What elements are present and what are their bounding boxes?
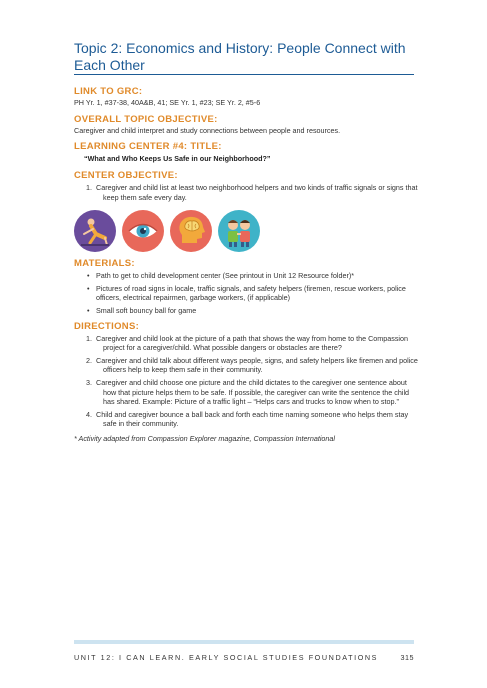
overall-objective-heading: OVERALL TOPIC OBJECTIVE: <box>74 113 218 125</box>
eye-icon <box>122 210 164 252</box>
list-text: Caregiver and child list at least two neighborhood helpers and two kinds of traffic signals or signs that keep them safe every day. <box>96 183 418 202</box>
overall-objective-section <box>74 114 419 136</box>
content <box>74 86 419 444</box>
directions-list <box>74 334 419 429</box>
link-grc-text: PH Yr. 1, #37-38, 40A&B, 41; SE Yr. 1, #23; SE Yr. 2, #5-6 <box>74 98 261 107</box>
directions-heading: DIRECTIONS: <box>74 320 140 332</box>
list-number: 4. <box>86 409 92 419</box>
footer-unit-title: UNIT 12: I CAN LEARN. EARLY SOCIAL STUDIES FOUNDATIONS <box>74 653 379 662</box>
brain-head-icon <box>170 210 212 252</box>
overall-objective-text: Caregiver and child interpret and study connections between people and resources. <box>74 125 341 135</box>
list-text: Small soft bouncy ball for game <box>96 305 197 315</box>
bullet: • <box>87 305 90 315</box>
bullet: • <box>87 271 90 281</box>
list-item <box>74 356 419 375</box>
list-item <box>74 306 419 316</box>
friends-icon <box>218 210 260 252</box>
exercise-icon <box>74 210 116 252</box>
center-objective-section <box>74 170 419 202</box>
page-number: 315 <box>400 653 414 662</box>
list-number: 3. <box>86 377 92 387</box>
list-item <box>74 183 419 202</box>
materials-section <box>74 258 419 315</box>
list-item <box>74 271 419 281</box>
learning-center-title: “What and Who Keeps Us Safe in our Neighborhood?” <box>84 154 271 163</box>
list-text: Caregiver and child talk about different ways people, signs, and safety helpers like firemen and police officers help to keep them safe in their community. <box>96 355 418 375</box>
materials-list <box>74 271 419 315</box>
list-item <box>74 334 419 353</box>
footer-divider <box>74 640 414 644</box>
title-divider <box>74 74 414 75</box>
center-objective-list <box>74 183 419 202</box>
directions-section <box>74 321 419 429</box>
list-number: 1. <box>86 183 92 192</box>
list-text: Caregiver and child look at the picture of a path that shows the way from home to the Compassion project for a caregiver/child. What possible dangers or obstacles are there? <box>96 333 409 353</box>
topic-title: Topic 2: Economics and History: People Connect with Each Other <box>74 40 406 73</box>
list-item <box>74 284 419 303</box>
list-text: Pictures of road signs in locale, traffic signals, and safety helpers (firemen, rescue workers, police officers, electrical repairmen, garbage workers, (if applicable) <box>96 283 406 303</box>
source-note: * Activity adapted from Compassion Explorer magazine, Compassion International <box>74 433 336 443</box>
list-number: 1. <box>86 333 92 343</box>
list-text: Caregiver and child choose one picture and the child dictates to the caregiver one sentence about how that picture helps them to be safe. If possible, the caregiver can write the sentence the child has shared. Example: Picture of a traffic light – “Helps cars and trucks to know when to stop.” <box>96 377 410 407</box>
list-text: Child and caregiver bounce a ball back and forth each time naming someone who helps them stay safe in their community. <box>96 409 409 429</box>
link-grc-heading: LINK TO GRC: <box>74 86 143 97</box>
link-grc-section <box>74 86 419 108</box>
list-item <box>74 378 419 407</box>
center-objective-heading: CENTER OBJECTIVE: <box>74 170 178 181</box>
learning-center-heading: LEARNING CENTER #4: TITLE: <box>74 141 222 152</box>
materials-heading: MATERIALS: <box>74 258 135 270</box>
list-text: Path to get to child development center (See printout in Unit 12 Resource folder)* <box>96 271 355 281</box>
list-item <box>74 410 419 429</box>
list-number: 2. <box>86 355 92 365</box>
skill-icons-row <box>74 210 419 252</box>
bullet: • <box>87 283 90 293</box>
page-footer <box>74 653 414 662</box>
learning-center-section <box>74 141 419 164</box>
